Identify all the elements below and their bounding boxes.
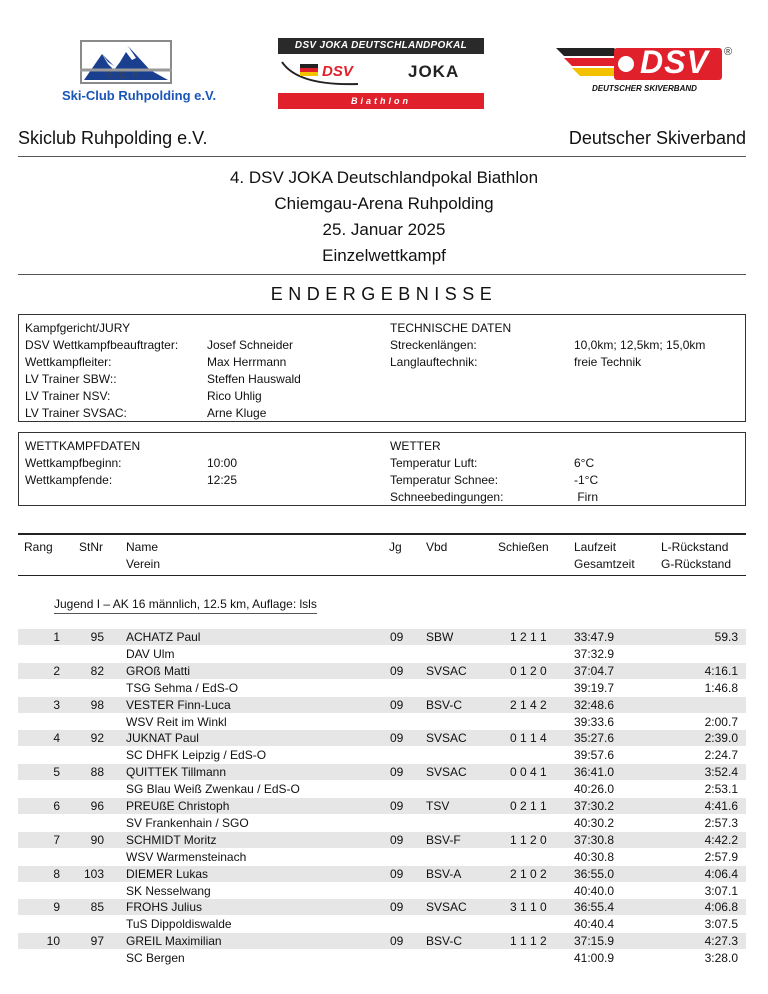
cell-schiessen: 0 2 1 1 <box>510 799 547 813</box>
cell-gesamtzeit: 41:00.9 <box>574 951 615 966</box>
weather-value: Firn <box>574 490 598 504</box>
cell-stnr: 82 <box>90 663 104 678</box>
cell-gesamtzeit: 39:19.7 <box>574 680 615 695</box>
cell-g-rueckstand: 2:24.7 <box>704 748 738 763</box>
cell-g-rueckstand: 3:07.5 <box>704 917 738 932</box>
cell-jg: 09 <box>390 765 404 780</box>
cell-vbd: SVSAC <box>426 731 467 746</box>
cell-verein: SC Bergen <box>126 951 185 966</box>
cell-g-rueckstand: 1:46.8 <box>704 680 738 695</box>
joka-mid-band <box>278 56 484 90</box>
table-row <box>18 866 746 900</box>
dsv-big-text: DSV <box>640 44 709 80</box>
title-divider <box>18 274 746 275</box>
scr-label: Ski-Club Ruhpolding e.V. <box>62 88 217 103</box>
table-row <box>18 798 746 832</box>
registered-mark: ® <box>724 46 733 58</box>
col-l-rueckstand: L-Rückstand <box>661 540 729 554</box>
table-header-rule <box>18 575 746 576</box>
cell-verein: WSV Warmensteinach <box>126 849 247 864</box>
tech-value: freie Technik <box>574 355 642 369</box>
dsv-logo <box>556 46 738 96</box>
weather-title: WETTER <box>390 439 441 453</box>
table-top-rule <box>18 533 746 535</box>
col-name: Name <box>126 540 159 554</box>
cell-jg: 09 <box>390 934 404 949</box>
table-row <box>18 933 746 967</box>
cell-laufzeit: 37:15.9 <box>574 934 615 949</box>
table-row <box>18 899 746 933</box>
col-laufzeit: Laufzeit <box>574 540 617 554</box>
cell-vbd: SVSAC <box>426 900 467 915</box>
cell-schiessen: 2 1 4 2 <box>510 697 547 712</box>
header-divider <box>18 156 746 157</box>
cell-gesamtzeit: 37:32.9 <box>574 647 615 661</box>
col-schiessen: Schießen <box>498 540 549 554</box>
cell-gesamtzeit: 40:26.0 <box>574 782 615 797</box>
cell-vbd: SVSAC <box>426 765 467 780</box>
event-title: 4. DSV JOKA Deutschlandpokal Biathlon <box>229 168 539 187</box>
jury-label: LV Trainer SBW:: <box>25 372 117 386</box>
joka-top-banner: DSV JOKA DEUTSCHLANDPOKAL <box>278 38 484 54</box>
col-g-rueckstand: G-Rückstand <box>661 557 732 571</box>
tech-title: TECHNISCHE DATEN <box>390 321 512 335</box>
wk-value: 12:25 <box>207 473 238 487</box>
col-stnr: StNr <box>79 540 103 554</box>
cell-laufzeit: 33:47.9 <box>574 630 615 644</box>
wk-weather-box <box>18 432 746 506</box>
cell-jg: 09 <box>390 832 404 847</box>
cell-verein: SG Blau Weiß Zwenkau / EdS-O <box>126 782 300 797</box>
jury-title: Kampfgericht/JURY <box>25 321 131 335</box>
cell-gesamtzeit: 40:30.8 <box>574 849 615 864</box>
weather-label: Schneebedingungen: <box>390 490 504 504</box>
table-row <box>18 629 746 663</box>
cell-vbd: SVSAC <box>426 663 467 678</box>
weather-value: 6°C <box>574 456 595 470</box>
ski-club-ruhpolding-logo <box>62 40 217 110</box>
cell-stnr: 97 <box>90 934 104 949</box>
cell-stnr: 95 <box>90 630 104 644</box>
jury-label: Wettkampfleiter: <box>25 355 112 369</box>
cell-schiessen: 1 2 1 1 <box>510 630 547 644</box>
cell-vbd: SBW <box>426 630 454 644</box>
cell-gesamtzeit: 40:40.0 <box>574 883 615 898</box>
org-right: Deutscher Skiverband <box>568 128 746 148</box>
cell-verein: SV Frankenhain / SGO <box>126 816 249 830</box>
joka-dsv-text: DSV <box>322 63 353 80</box>
jury-label: LV Trainer SVSAC: <box>25 406 127 420</box>
col-gesamtzeit: Gesamtzeit <box>574 557 635 571</box>
cell-laufzeit: 37:30.2 <box>574 799 615 813</box>
table-row <box>18 764 746 798</box>
cell-name: GROß Matti <box>126 663 191 678</box>
col-rang: Rang <box>24 540 53 554</box>
cell-vbd: BSV-A <box>426 866 462 881</box>
cell-stnr: 90 <box>90 832 104 847</box>
cell-gesamtzeit: 39:57.6 <box>574 748 615 763</box>
cell-g-rueckstand: 2:00.7 <box>704 714 738 729</box>
col-vbd: Vbd <box>426 540 448 554</box>
table-row <box>18 832 746 866</box>
scr-badge: S.C.R. <box>106 70 146 80</box>
cell-name: DIEMER Lukas <box>126 866 209 881</box>
tech-label: Streckenlängen: <box>390 338 477 352</box>
tech-label: Langlauftechnik: <box>390 355 478 369</box>
weather-value: -1°C <box>574 473 599 487</box>
cell-rang: 3 <box>53 697 60 712</box>
org-left: Skiclub Ruhpolding e.V. <box>18 128 208 148</box>
wk-title: WETTKAMPFDATEN <box>25 439 141 453</box>
wk-label: Wettkampfbeginn: <box>25 456 122 470</box>
cell-l-rueckstand: 4:42.2 <box>704 832 738 847</box>
cell-g-rueckstand: 2:53.1 <box>704 782 738 797</box>
cell-jg: 09 <box>390 866 404 881</box>
table-row <box>18 697 746 731</box>
cell-rang: 10 <box>46 934 60 949</box>
cell-stnr: 92 <box>90 731 104 746</box>
cell-stnr: 98 <box>90 697 104 712</box>
cell-schiessen: 0 1 2 0 <box>510 663 547 678</box>
cell-rang: 1 <box>53 630 60 644</box>
cell-name: QUITTEK Tillmann <box>126 765 227 780</box>
jury-tech-box <box>18 314 746 422</box>
cell-name: JUKNAT Paul <box>126 731 199 746</box>
cell-rang: 8 <box>53 866 60 881</box>
cell-g-rueckstand: 2:57.3 <box>704 816 738 830</box>
cell-l-rueckstand: 2:39.0 <box>704 731 738 746</box>
cell-g-rueckstand: 3:07.1 <box>704 883 738 898</box>
cell-l-rueckstand: 3:52.4 <box>704 765 738 780</box>
cell-laufzeit: 36:41.0 <box>574 765 615 780</box>
jury-label: LV Trainer NSV: <box>25 389 111 403</box>
cell-l-rueckstand: 4:06.4 <box>704 866 738 881</box>
cell-l-rueckstand: 59.3 <box>714 630 738 644</box>
cell-name: VESTER Finn-Luca <box>126 697 231 712</box>
jury-value: Rico Uhlig <box>207 389 262 403</box>
cell-verein: TSG Sehma / EdS-O <box>126 680 239 695</box>
cell-vbd: TSV <box>426 799 450 813</box>
joka-deutschlandpokal-logo <box>278 38 484 109</box>
cell-laufzeit: 37:04.7 <box>574 663 615 678</box>
cell-jg: 09 <box>390 663 404 678</box>
jury-value: Arne Kluge <box>207 406 267 420</box>
cell-schiessen: 1 1 2 0 <box>510 832 547 847</box>
cell-verein: WSV Reit im Winkl <box>126 714 227 729</box>
cell-schiessen: 2 1 0 2 <box>510 866 547 881</box>
cell-rang: 9 <box>53 900 60 915</box>
col-verein: Verein <box>126 557 161 571</box>
cell-schiessen: 1 1 1 2 <box>510 934 547 949</box>
cell-gesamtzeit: 40:30.2 <box>574 816 615 830</box>
venue: Chiemgau-Arena Ruhpolding <box>274 194 494 213</box>
cell-vbd: BSV-C <box>426 934 463 949</box>
cell-name: ACHATZ Paul <box>126 630 201 644</box>
weather-label: Temperatur Schnee: <box>390 473 499 487</box>
cell-jg: 09 <box>390 697 404 712</box>
cell-stnr: 85 <box>90 900 104 915</box>
cell-laufzeit: 35:27.6 <box>574 731 615 746</box>
jury-label: DSV Wettkampfbeauftragter: <box>25 338 179 352</box>
wk-label: Wettkampfende: <box>25 473 113 487</box>
discipline: Einzelwettkampf <box>322 246 446 265</box>
table-row <box>18 730 746 764</box>
cell-rang: 7 <box>53 832 60 847</box>
cell-l-rueckstand: 4:16.1 <box>704 663 738 678</box>
cell-stnr: 96 <box>90 799 104 813</box>
cell-gesamtzeit: 40:40.4 <box>574 917 615 932</box>
cell-g-rueckstand: 3:28.0 <box>704 951 738 966</box>
cell-verein: DAV Ulm <box>126 647 175 661</box>
cell-verein: SK Nesselwang <box>126 883 211 898</box>
cell-laufzeit: 36:55.4 <box>574 900 615 915</box>
cell-rang: 4 <box>53 731 60 746</box>
jury-value: Max Herrmann <box>207 355 287 369</box>
table-row <box>18 663 746 697</box>
cell-name: FROHS Julius <box>126 900 203 915</box>
weather-label: Temperatur Luft: <box>390 456 478 470</box>
cell-gesamtzeit: 39:33.6 <box>574 714 615 729</box>
cell-jg: 09 <box>390 731 404 746</box>
event-date: 25. Januar 2025 <box>322 220 446 239</box>
col-jg: Jg <box>389 540 402 554</box>
cell-jg: 09 <box>390 900 404 915</box>
category-label: Jugend I – AK 16 männlich, 12.5 km, Auflage: lsls <box>54 597 317 614</box>
jury-value: Josef Schneider <box>207 338 294 352</box>
cell-name: GREIL Maximilian <box>126 934 222 949</box>
cell-l-rueckstand: 4:06.8 <box>704 900 738 915</box>
results-heading: ENDERGEBNISSE <box>270 284 498 304</box>
cell-g-rueckstand: 2:57.9 <box>704 849 738 864</box>
cell-l-rueckstand: 4:27.3 <box>704 934 738 949</box>
cell-vbd: BSV-F <box>426 832 461 847</box>
jury-value: Steffen Hauswald <box>207 372 301 386</box>
cell-vbd: BSV-C <box>426 697 463 712</box>
cell-rang: 6 <box>53 799 60 813</box>
joka-bottom-banner: Biathlon <box>278 93 484 109</box>
cell-stnr: 103 <box>83 866 104 881</box>
joka-brand-text: JOKA <box>408 62 460 81</box>
cell-laufzeit: 36:55.0 <box>574 866 615 881</box>
cell-name: PREUßE Christoph <box>126 799 230 813</box>
dsv-sub-text: DEUTSCHER SKIVERBAND <box>592 84 697 93</box>
cell-rang: 5 <box>53 765 60 780</box>
cell-rang: 2 <box>53 663 60 678</box>
cell-schiessen: 3 1 1 0 <box>510 900 547 915</box>
wk-value: 10:00 <box>207 456 238 470</box>
cell-stnr: 88 <box>90 765 104 780</box>
cell-jg: 09 <box>390 799 404 813</box>
cell-verein: TuS Dippoldiswalde <box>126 917 232 932</box>
cell-laufzeit: 37:30.8 <box>574 832 615 847</box>
cell-verein: SC DHFK Leipzig / EdS-O <box>126 748 267 763</box>
cell-laufzeit: 32:48.6 <box>574 697 615 712</box>
tech-value: 10,0km; 12,5km; 15,0km <box>574 338 706 352</box>
cell-l-rueckstand: 4:41.6 <box>704 799 738 813</box>
cell-schiessen: 0 0 4 1 <box>510 765 547 780</box>
cell-name: SCHMIDT Moritz <box>126 832 217 847</box>
cell-jg: 09 <box>390 630 404 644</box>
cell-schiessen: 0 1 1 4 <box>510 731 547 746</box>
